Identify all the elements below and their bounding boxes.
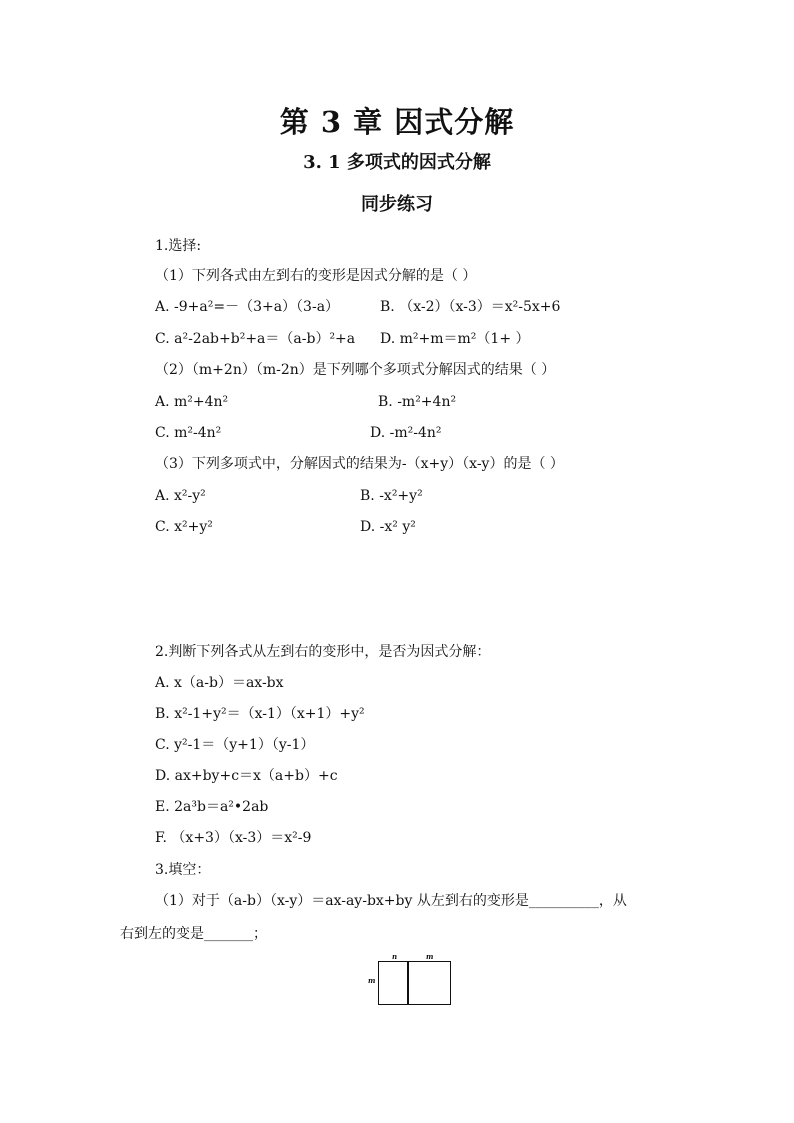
q1-part1-option-c: C. a²-2ab+b²+a＝（a-b）²+a <box>155 331 356 347</box>
q3-part1-line1: （1）对于（a-b）（x-y）＝ax-ay-bx+by 从左到右的变形是__________，从 <box>155 893 627 909</box>
q2-item-e: E. 2a³b＝a²•2ab <box>155 799 269 815</box>
q2-item-a: A. x（a-b）＝ax-bx <box>155 675 284 691</box>
q1-part3-option-d: D. -x² y² <box>360 519 416 535</box>
rectangle-figure <box>360 952 460 1008</box>
q2-heading: 2.判断下列各式从左到右的变形中，是否为因式分解： <box>155 644 491 660</box>
q1-part3-option-a: A. x²-y² <box>155 488 206 504</box>
q1-part3-stem: （3）下列多项式中，分解因式的结果为-（x+y）（x-y）的是（ ） <box>155 456 564 472</box>
q2-item-c: C. y²-1＝（y+1）（y-1） <box>155 737 315 753</box>
q3-heading: 3.填空： <box>155 862 211 878</box>
figure-label-top-right: m <box>426 952 434 961</box>
q2-item-b: B. x²-1+y²＝（x-1）（x+1）+y² <box>155 706 365 722</box>
q1-part2-option-c: C. m²-4n² <box>155 425 222 441</box>
q1-part2-stem: （2）（m+2n）（m-2n）是下列哪个多项式分解因式的结果（ ） <box>155 362 556 378</box>
q1-part1-option-a: A. -9+a²=－（3+a）（3-a） <box>155 299 340 315</box>
figure-rect-left <box>378 961 409 1005</box>
practice-title: 同步练习 <box>361 194 433 215</box>
q1-part1-stem: （1）下列各式由左到右的变形是因式分解的是（ ） <box>155 268 477 284</box>
q2-item-d: D. ax+by+c＝x（a+b）+c <box>155 768 338 784</box>
figure-rect-right <box>407 961 451 1005</box>
q1-part2-option-d: D. -m²-4n² <box>370 425 442 441</box>
section-title: 3. 1 多项式的因式分解 <box>303 152 491 173</box>
q3-part1-line2: 右到左的变是_______； <box>120 926 267 942</box>
figure-label-top-left: n <box>392 952 398 961</box>
q1-part3-option-c: C. x²+y² <box>155 519 213 535</box>
q2-item-f: F. （x+3）（x-3）＝x²-9 <box>155 830 312 846</box>
q1-part2-option-b: B. -m²+4n² <box>378 394 457 410</box>
q1-part2-option-a: A. m²+4n² <box>155 394 229 410</box>
figure-label-left: m <box>368 976 376 985</box>
q1-heading: 1.选择: <box>155 238 202 254</box>
q1-part3-option-b: B. -x²+y² <box>360 488 423 504</box>
q1-part1-option-b: B. （x-2）（x-3）＝x²-5x+6 <box>380 299 561 315</box>
chapter-title: 第 3 章 因式分解 <box>279 105 515 139</box>
q1-part1-option-d: D. m²+m＝m²（1+ ） <box>380 331 530 347</box>
